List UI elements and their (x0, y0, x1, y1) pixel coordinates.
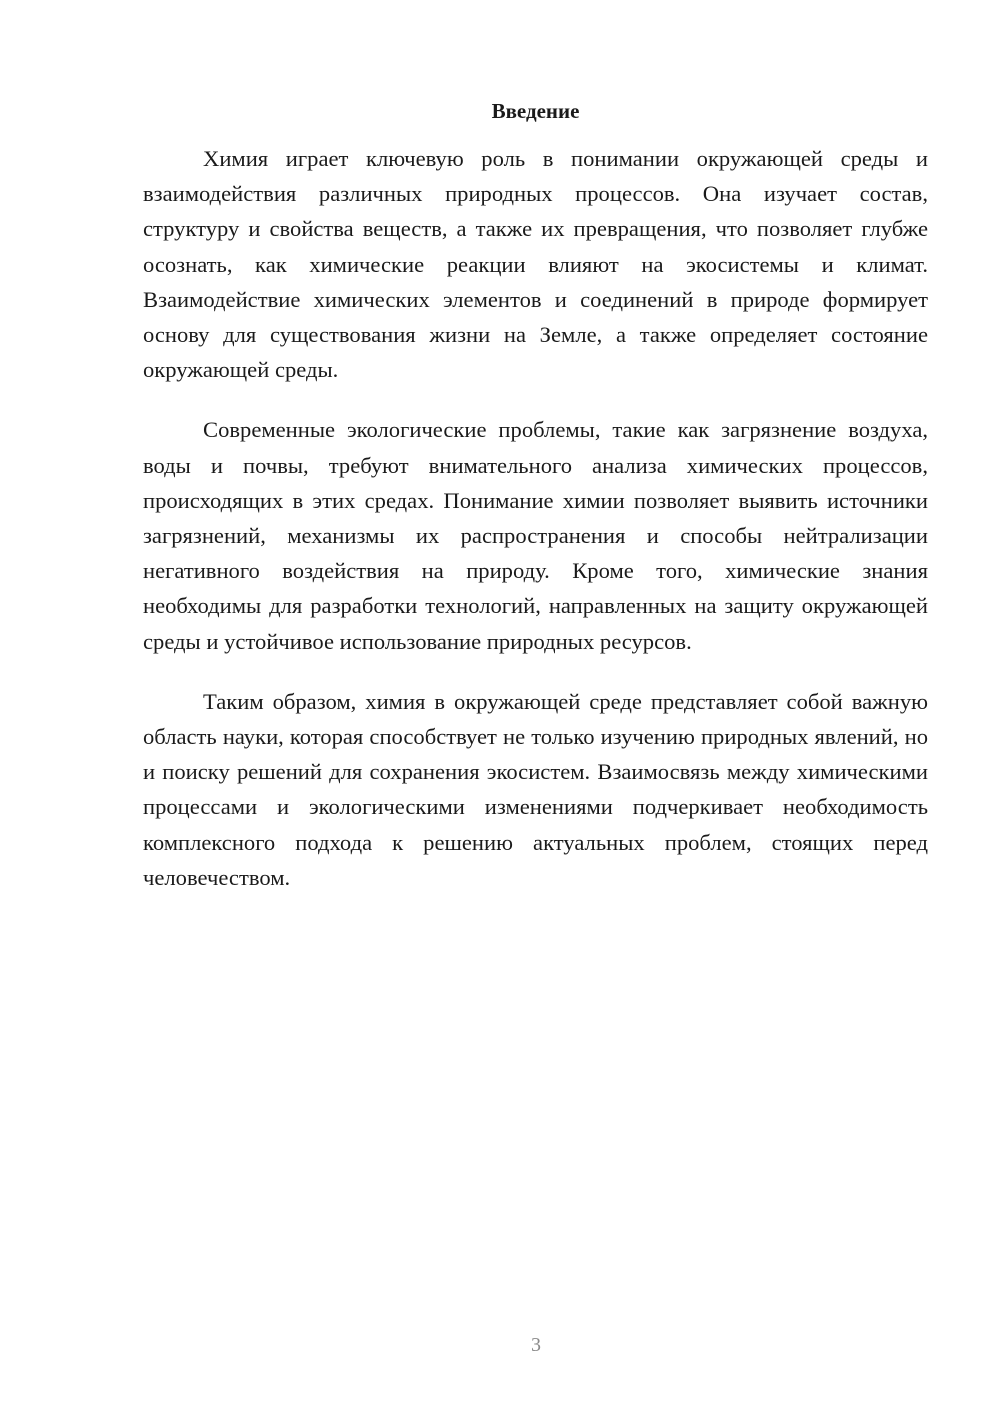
paragraph-3: Таким образом, химия в окружающей среде представляет собой важную область науки, которая способствует не только изучению природных явлений, но и поиску решений для сохранения экосистем. Взаимосвязь между химическими процессами и экологическими изменениями подчеркивает необходимость комплексного подхода к решению актуальных проблем, стоящих перед человечеством. (143, 688, 928, 890)
page-number: 3 (531, 1334, 541, 1356)
paragraph-1: Химия играет ключевую роль в понимании окружающей среды и взаимодействия различных природных процессов. Она изучает состав, структуру и свойства веществ, а также их превращения, что позволяет глубже осознать, как химические реакции влияют на экосистемы и климат. Взаимодействие химических элементов и соединений в природе формирует основу для существования жизни на Земле, а также определяет состояние окружающей среды. (143, 146, 928, 383)
page-content (143, 96, 928, 920)
section-title: Введение (491, 99, 580, 123)
paragraph-2: Современные экологические проблемы, такие как загрязнение воздуха, воды и почвы, требуют внимательного анализа химических процессов, происходящих в этих средах. Понимание химии позволяет выявить источники загрязнений, механизмы их распространения и способы нейтрализации негативного воздействия на природу. Кроме того, химические знания необходимы для разработки технологий, направленных на защиту окружающей среды и устойчивое использование природных ресурсов. (143, 417, 928, 654)
